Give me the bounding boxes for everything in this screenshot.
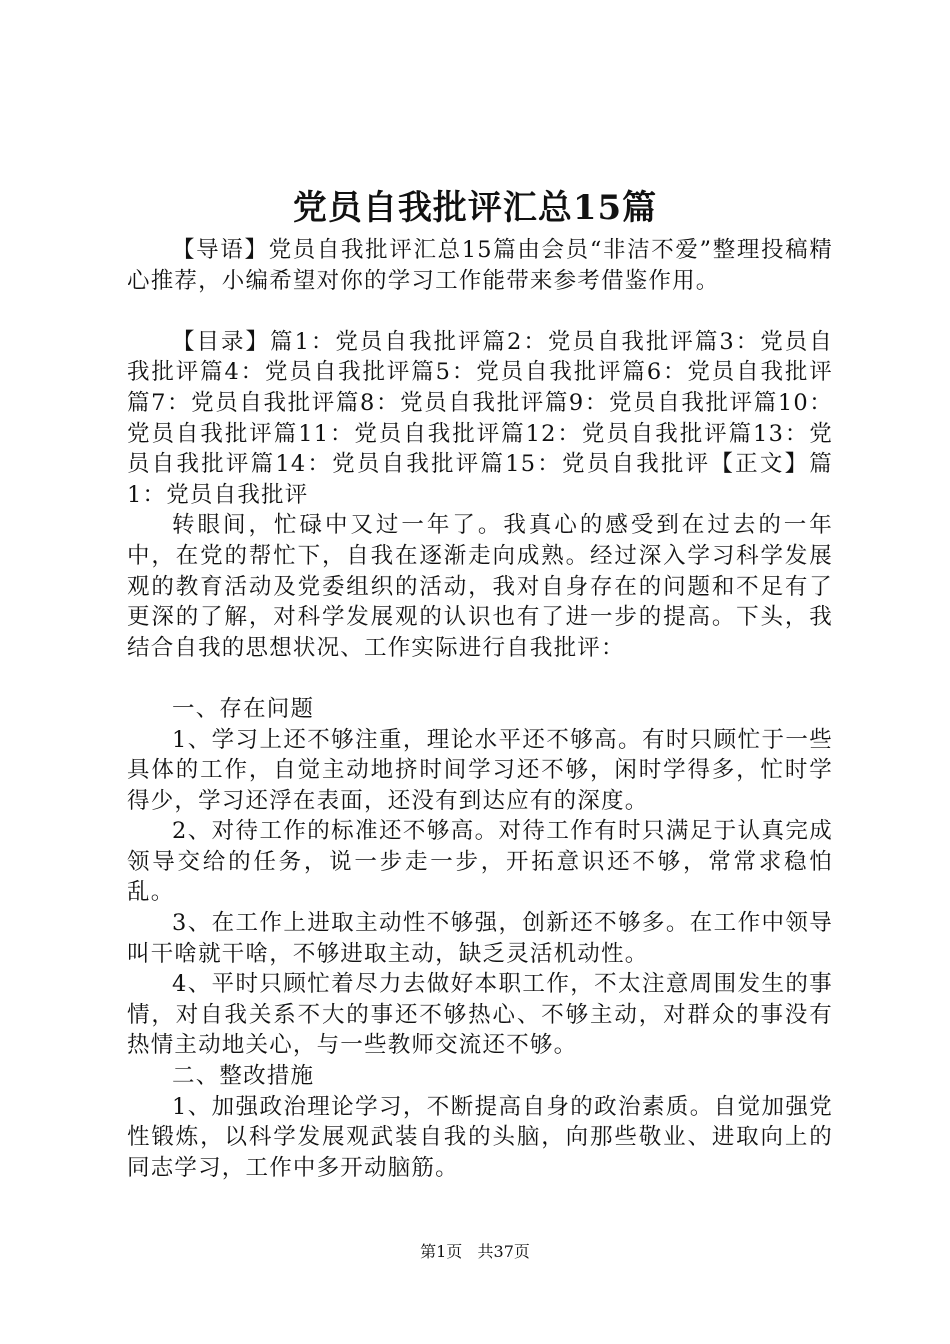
body-paragraph: 1、学习上还不够注重，理论水平还不够高。有时只顾忙于一些具体的工作，自觉主动地挤时间学习还不够，闲时学得多，忙时学得少，学习还浮在表面，还没有到达应有的深度。 xyxy=(127,726,833,814)
page-number: 第1页 xyxy=(420,1242,463,1261)
document-title: 党员自我批评汇总15篇 xyxy=(292,188,658,228)
body-paragraph: 转眼间，忙碌中又过一年了。我真心的感受到在过去的一年中，在党的帮忙下，自我在逐渐走向成熟。经过深入学习科学发展观的教育活动及党委组织的活动，我对自身存在的问题和不足有了更深的了解，对科学发展观的认识也有了进一步的提高。下头，我结合自我的思想状况、工作实际进行自我批评： xyxy=(127,512,833,661)
page-footer xyxy=(0,1240,950,1264)
section-heading-measures: 二、整改措施 xyxy=(172,1063,315,1090)
body-paragraph: 4、平时只顾忙着尽力去做好本职工作，不太注意周围发生的事情，对自我关系不大的事还不够热心、不够主动，对群众的事没有热情主动地关心，与一些教师交流还不够。 xyxy=(127,971,833,1059)
intro-paragraph: 【导语】党员自我批评汇总15篇由会员“非洁不爱”整理投稿精心推荐，小编希望对你的学习工作能带来参考借鉴作用。 xyxy=(127,237,833,294)
footer-separator xyxy=(467,1242,472,1261)
table-of-contents-paragraph: 【目录】篇1：党员自我批评篇2：党员自我批评篇3：党员自我批评篇4：党员自我批评篇5：党员自我批评篇6：党员自我批评篇7：党员自我批评篇8：党员自我批评篇9：党员自我批评篇10：党员自我批评篇11：党员自我批评篇12：党员自我批评篇13：党员自我批评篇14：党员自我批评篇15：党员自我批评【正文】篇1：党员自我批评 xyxy=(127,328,833,508)
body-paragraph: 1、加强政治理论学习，不断提高自身的政治素质。自觉加强党性锻炼，以科学发展观武装自我的头脑，向那些敬业、进取向上的同志学习，工作中多开动脑筋。 xyxy=(127,1093,833,1181)
section-heading-problems: 一、存在问题 xyxy=(172,695,315,722)
document-body xyxy=(127,235,833,1183)
body-paragraph: 3、在工作上进取主动性不够强，创新还不够多。在工作中领导叫干啥就干啥，不够进取主动，缺乏灵活机动性。 xyxy=(127,910,833,967)
page-total: 共37页 xyxy=(477,1242,530,1261)
body-paragraph: 2、对待工作的标准还不够高。对待工作有时只满足于认真完成领导交给的任务，说一步走一步，开拓意识还不够，常常求稳怕乱。 xyxy=(127,818,833,906)
